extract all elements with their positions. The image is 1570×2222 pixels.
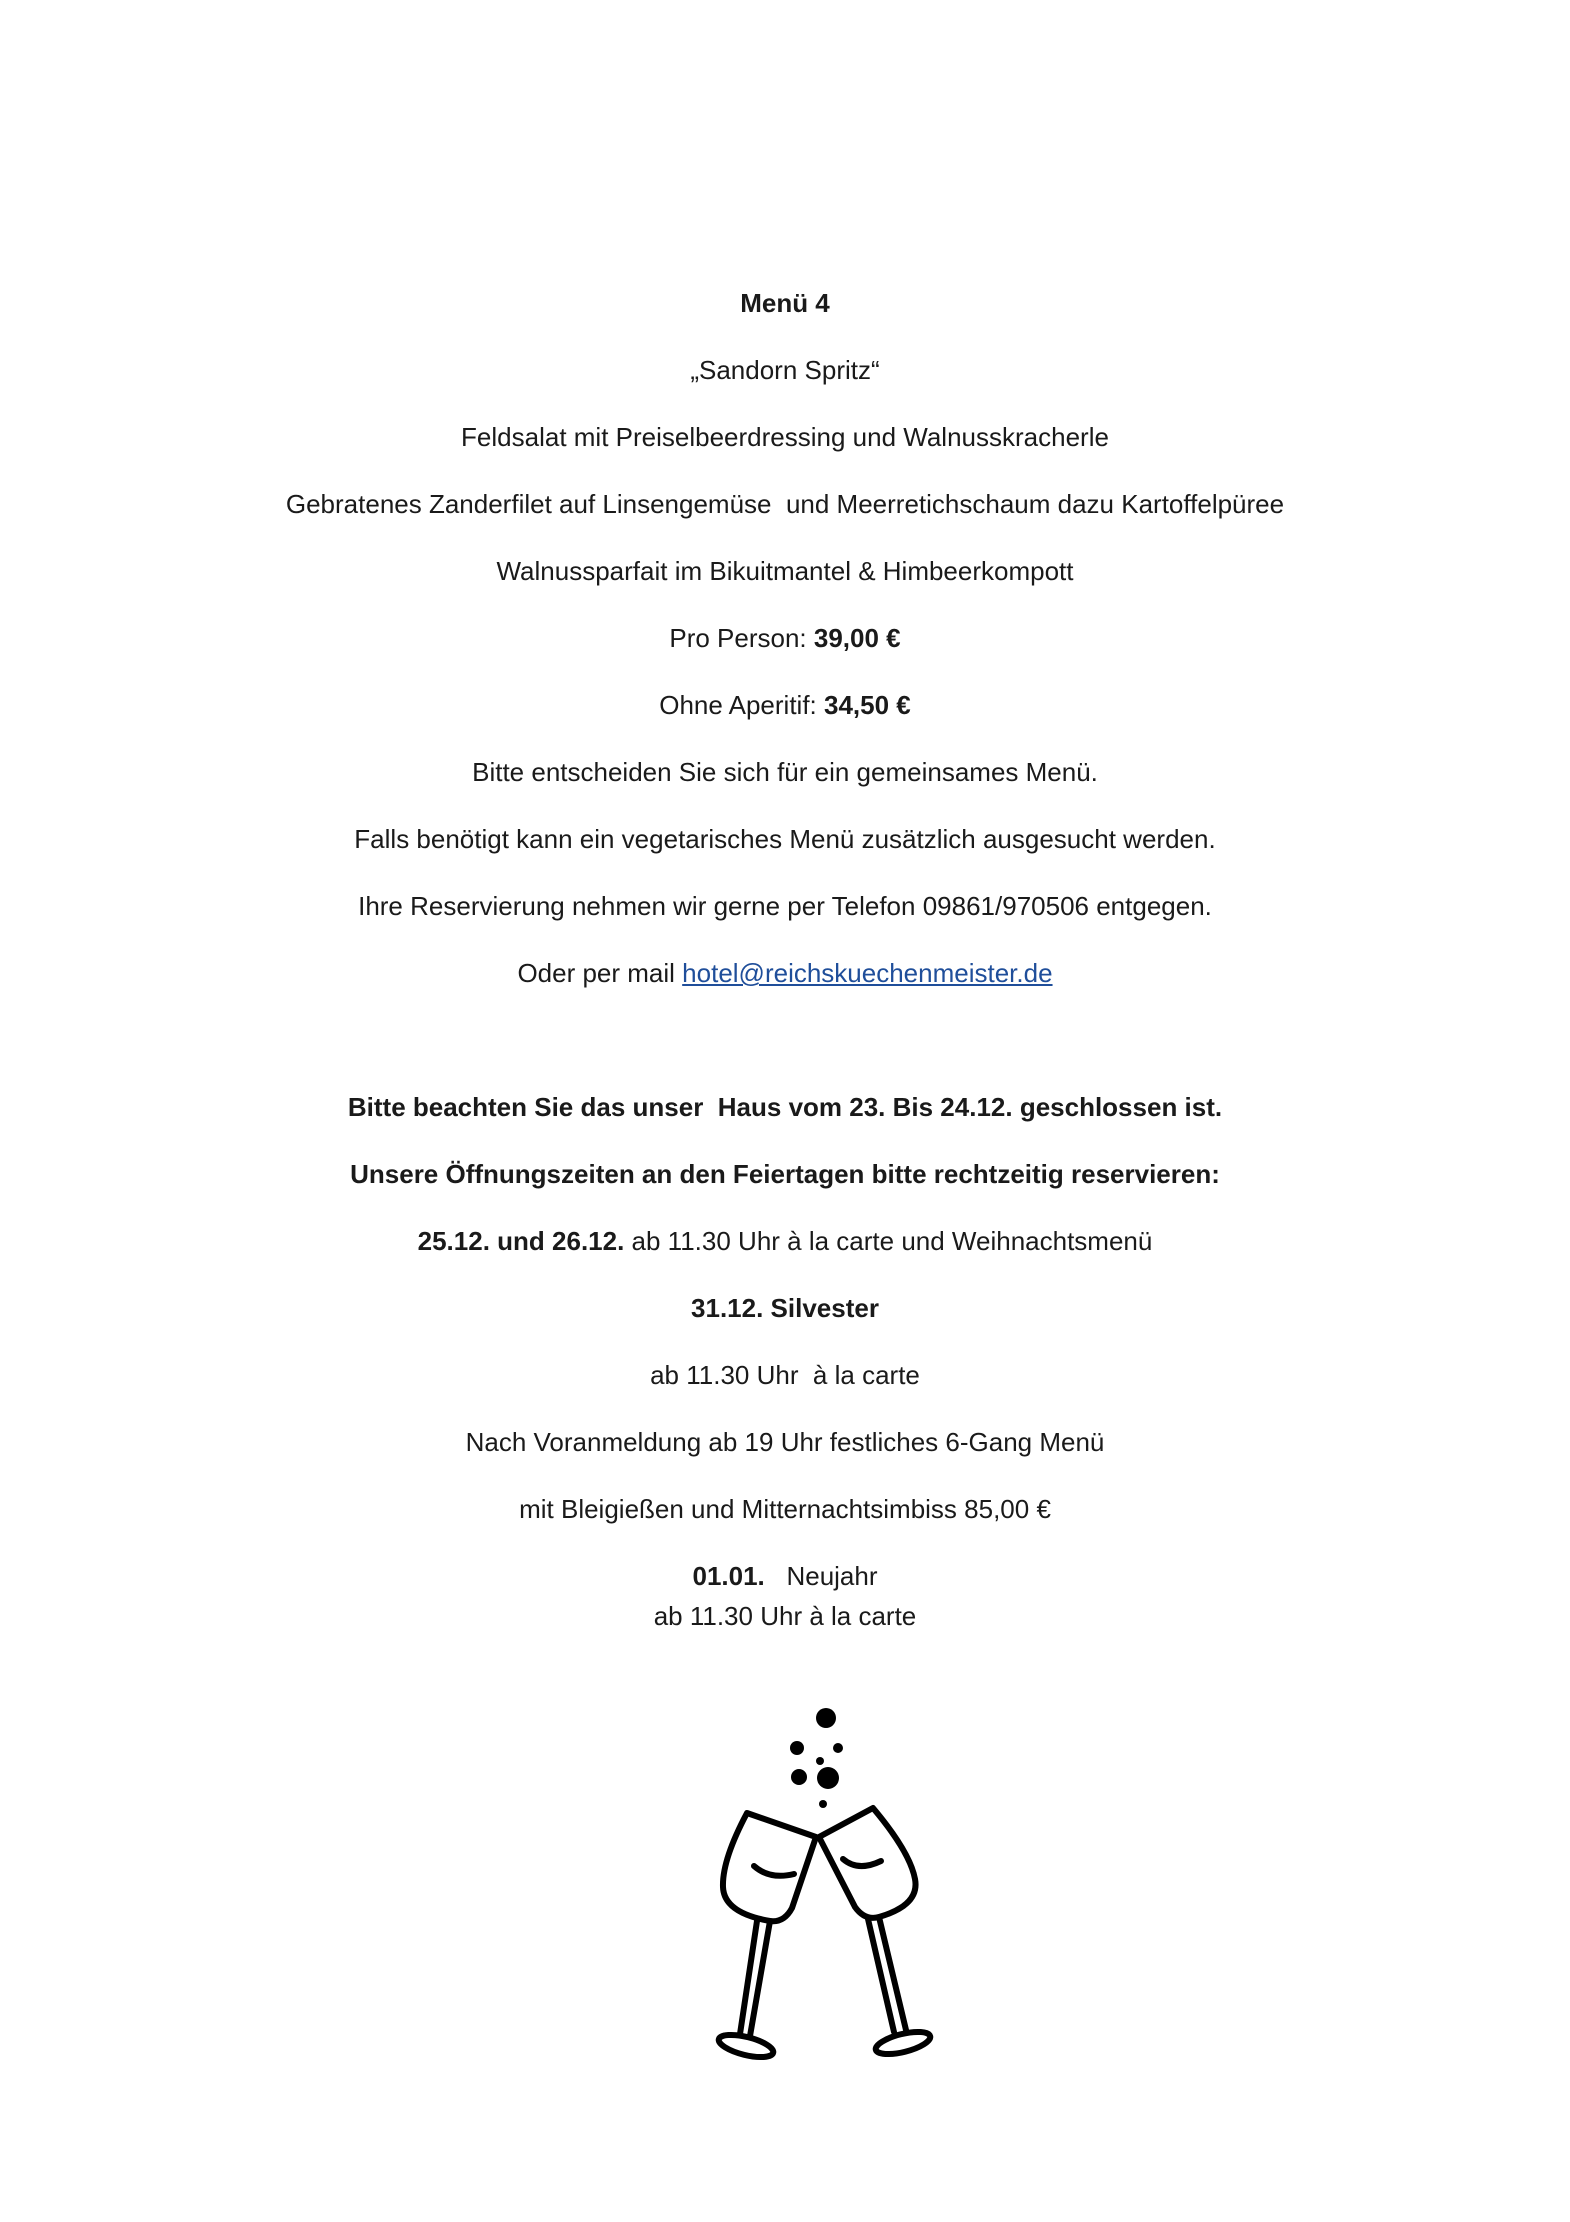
- menu-title: Menü 4: [740, 288, 830, 318]
- mail-prefix: Oder per mail: [517, 958, 683, 988]
- reservation-phone-note: Ihre Reservierung nehmen wir gerne per Telefon 09861/970506 entgegen.: [358, 891, 1212, 921]
- newyear-date: 01.01.: [692, 1561, 765, 1591]
- christmas-dates: 25.12. und 26.12.: [417, 1226, 625, 1256]
- opening-notice: Unsere Öffnungszeiten an den Feiertagen bitte rechtzeitig reservieren:: [350, 1159, 1220, 1189]
- menu-starter: Feldsalat mit Preiselbeerdressing und Walnusskracherle: [461, 422, 1109, 452]
- price-line: [0, 621, 1570, 655]
- price-no-aperitif-value: 34,50 €: [824, 690, 911, 720]
- menu-aperitif: „Sandorn Spritz“: [690, 355, 880, 385]
- silvester-title: 31.12. Silvester: [691, 1293, 879, 1323]
- price-label: Pro Person:: [669, 623, 814, 653]
- newyear-line: [0, 1559, 1570, 1593]
- reservation-mail-line: [0, 956, 1570, 990]
- closed-notice: Bitte beachten Sie das unser Haus vom 23. Bis 24.12. geschlossen ist.: [347, 1092, 1223, 1122]
- newyear-carte: ab 11.30 Uhr à la carte: [653, 1601, 917, 1631]
- email-link[interactable]: hotel@reichskuechenmeister.de: [682, 958, 1053, 988]
- menu-main-course: Gebratenes Zanderfilet auf Linsengemüse und Meerretichschaum dazu Kartoffelpüree: [285, 489, 1285, 519]
- champagne-glasses-icon: [660, 1700, 960, 2100]
- christmas-text: ab 11.30 Uhr à la carte und Weihnachtsmenü: [624, 1226, 1153, 1256]
- price-value: 39,00 €: [813, 623, 901, 653]
- price-no-aperitif-label: Ohne Aperitif:: [659, 690, 824, 720]
- silvester-carte: ab 11.30 Uhr à la carte: [650, 1360, 920, 1390]
- vegetarian-note: Falls benötigt kann ein vegetarisches Menü zusätzlich ausgesucht werden.: [354, 824, 1216, 854]
- silvester-extra: mit Bleigießen und Mitternachtsimbiss 85,00 €: [519, 1494, 1051, 1524]
- menu-dessert: Walnussparfait im Bikuitmantel & Himbeerkompott: [496, 556, 1074, 586]
- choose-menu-note: Bitte entscheiden Sie sich für ein gemeinsames Menü.: [472, 757, 1098, 787]
- newyear-name: Neujahr: [764, 1561, 878, 1591]
- silvester-menu: Nach Voranmeldung ab 19 Uhr festliches 6-Gang Menü: [465, 1427, 1105, 1457]
- christmas-line: [0, 1224, 1570, 1258]
- price-no-aperitif-line: [0, 688, 1570, 722]
